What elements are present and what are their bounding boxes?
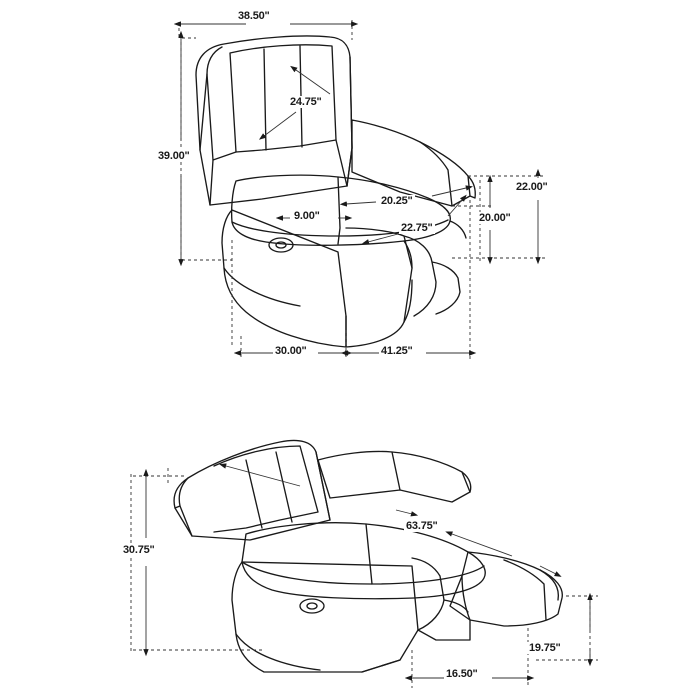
dimension-label-backrest-height: 24.75" <box>290 96 322 108</box>
dimension-label-overall-depth: 41.25" <box>381 345 413 357</box>
dimension-label-arm-height: 22.00" <box>516 181 548 193</box>
dimension-label-footrest-height: 19.75" <box>529 642 561 654</box>
upright-view-illustration <box>196 36 475 347</box>
dimension-label-seat-width: 9.00" <box>294 210 320 222</box>
dimension-label-seat-height: 20.00" <box>479 212 511 224</box>
dimension-label-base-width: 30.00" <box>275 345 307 357</box>
reclined-dimension-lines <box>131 466 598 688</box>
dimension-label-overall-width: 38.50" <box>238 10 270 22</box>
dimension-label-reclined-height: 30.75" <box>123 544 155 556</box>
dimension-label-seat-depth: 20.25" <box>381 195 413 207</box>
dimension-label-reclined-base-width: 16.50" <box>446 668 478 680</box>
dimension-label-overall-height: 39.00" <box>158 150 190 162</box>
dimension-label-reclined-length: 63.75" <box>406 520 438 532</box>
reclined-view-illustration <box>174 440 562 672</box>
dimension-label-seat-diagonal: 22.75" <box>401 222 433 234</box>
